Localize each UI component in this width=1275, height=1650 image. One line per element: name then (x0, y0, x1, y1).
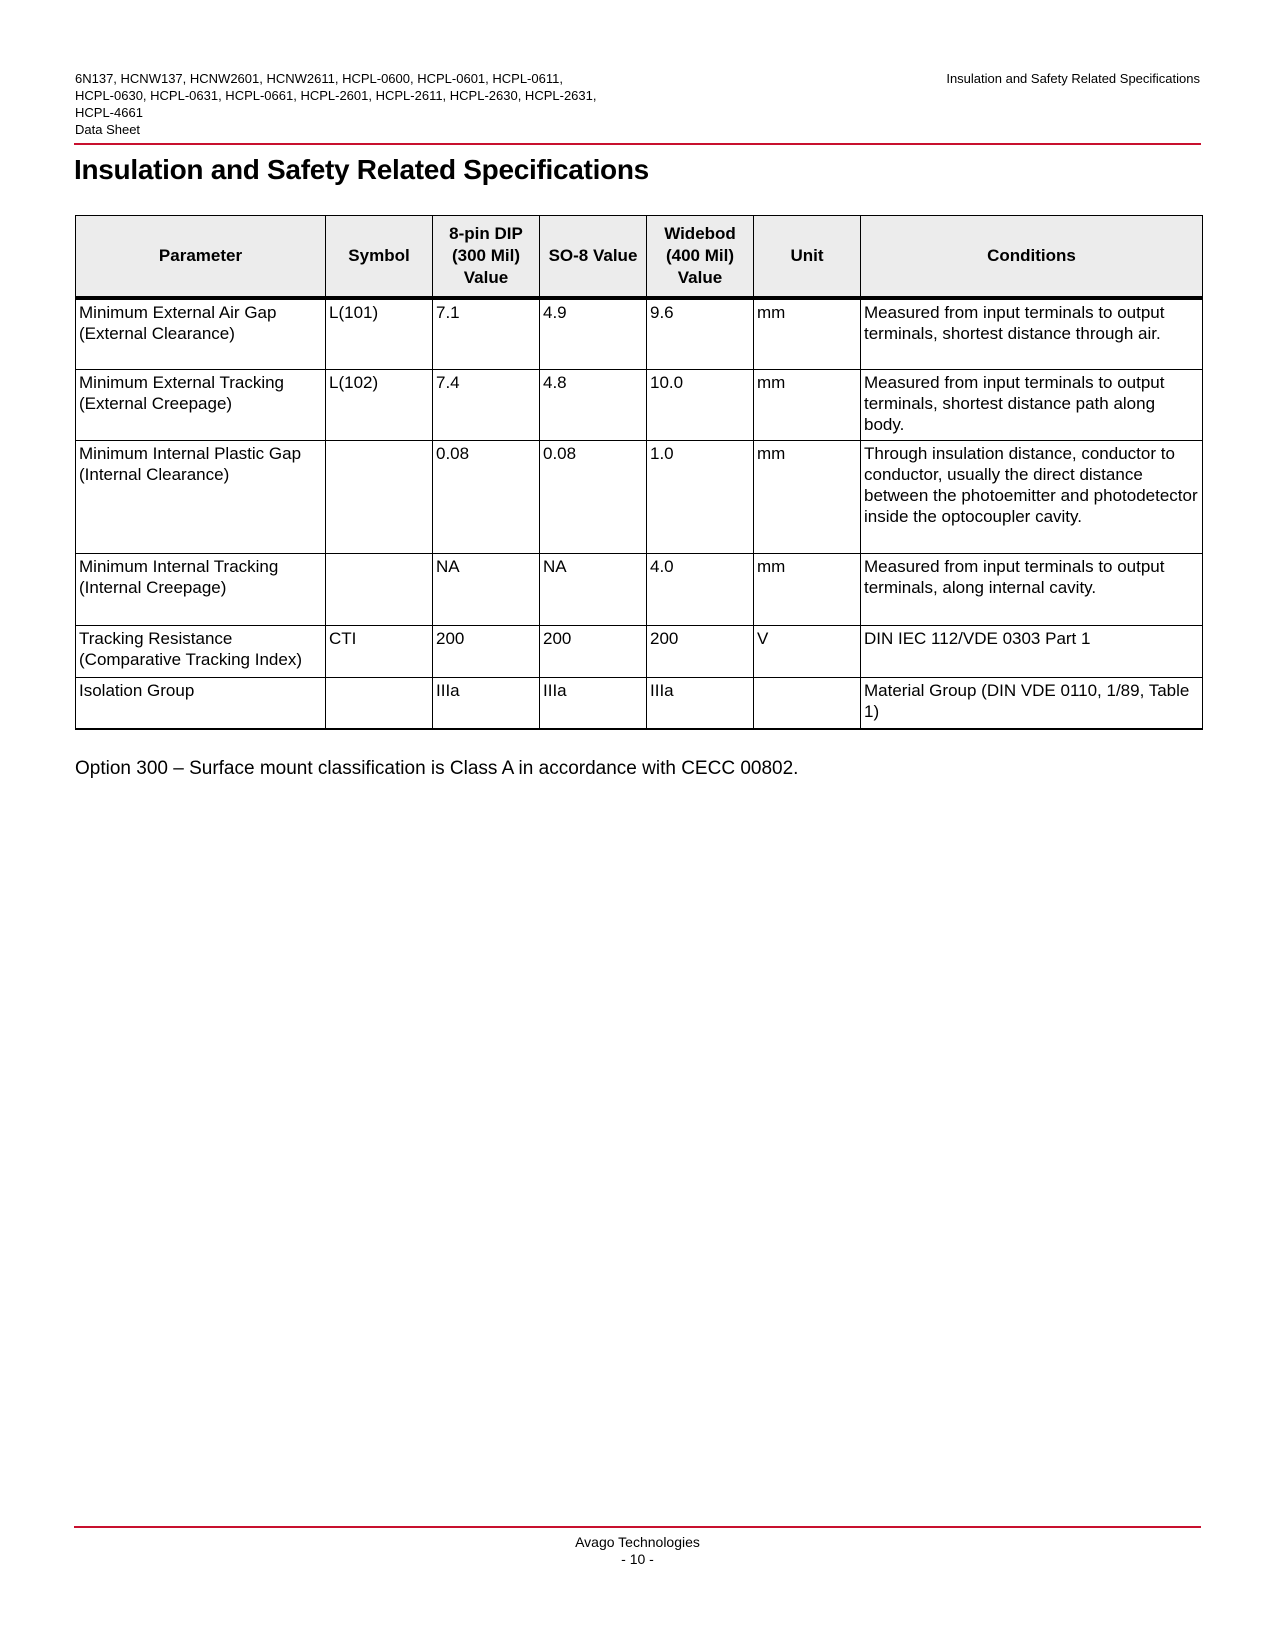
cell-unit (754, 677, 861, 729)
cell-parameter (76, 440, 326, 553)
cell-unit: mm (754, 298, 861, 369)
cell-conditions: Measured from input terminals to output terminals, shortest distance path along body. (861, 369, 1203, 440)
parameter-line: (Internal Creepage) (79, 577, 227, 597)
cell-unit: mm (754, 553, 861, 625)
cell-symbol (326, 440, 433, 553)
cell-so8-value: 4.9 (540, 298, 647, 369)
col-header-parameter: Parameter (76, 216, 326, 299)
parameter-line: (External Clearance) (79, 324, 235, 343)
cell-so8-value: 0.08 (540, 440, 647, 553)
page-footer (0, 1534, 1275, 1568)
cell-so8-value: IIIa (540, 677, 647, 729)
cell-parameter (76, 677, 326, 729)
table-row (76, 298, 1203, 369)
header-divider (74, 143, 1201, 145)
parameter-line: (Internal Clearance) (79, 464, 230, 484)
cell-unit: mm (754, 440, 861, 553)
footer-page-number: - 10 - (621, 1551, 654, 1567)
parameter-line: Minimum External Air Gap (79, 303, 277, 322)
cell-dip-value: 7.4 (433, 369, 540, 440)
cell-dip-value: NA (433, 553, 540, 625)
col-header-symbol: Symbol (326, 216, 433, 299)
parameter-line: (Comparative Tracking Index) (79, 649, 302, 669)
cell-symbol: L(101) (326, 298, 433, 369)
cell-symbol: L(102) (326, 369, 433, 440)
col-header-dip-value (433, 216, 540, 299)
header-doc-type: Data Sheet (75, 122, 141, 137)
cell-symbol: CTI (326, 625, 433, 677)
header-part-line-2: HCPL-0630, HCPL-0631, HCPL-0661, HCPL-2601, HCPL-2611, HCPL-2630, HCPL-2631, (75, 88, 597, 103)
cell-widebody-value: 1.0 (647, 440, 754, 553)
cell-symbol (326, 553, 433, 625)
header-part-numbers (75, 70, 695, 138)
col-header-wide-line: Value (677, 268, 723, 287)
parameter-line: Minimum Internal Tracking (79, 556, 279, 576)
table-row (76, 625, 1203, 677)
insulation-spec-table (75, 215, 1203, 730)
cell-dip-value: 0.08 (433, 440, 540, 553)
option-300-note: Option 300 – Surface mount classification is Class A in accordance with CECC 00802. (75, 758, 799, 779)
parameter-line: Isolation Group (79, 680, 195, 700)
cell-so8-value: NA (540, 553, 647, 625)
cell-parameter (76, 625, 326, 677)
cell-conditions: Measured from input terminals to output terminals, along internal cavity. (861, 553, 1203, 625)
cell-widebody-value: 4.0 (647, 553, 754, 625)
col-header-wide-line: (400 Mil) (665, 246, 735, 265)
cell-so8-value: 4.8 (540, 369, 647, 440)
col-header-dip-line: Value (463, 268, 509, 287)
cell-widebody-value: 10.0 (647, 369, 754, 440)
col-header-unit: Unit (754, 216, 861, 299)
col-header-so8-value: SO-8 Value (540, 216, 647, 299)
col-header-dip-line: 8-pin DIP (449, 224, 523, 243)
col-header-widebody-value (647, 216, 754, 299)
cell-widebody-value: 200 (647, 625, 754, 677)
cell-parameter (76, 298, 326, 369)
parameter-line: Minimum External Tracking (79, 372, 285, 392)
col-header-wide-line: Widebod (664, 224, 736, 243)
table-row (76, 440, 1203, 553)
cell-dip-value: IIIa (433, 677, 540, 729)
cell-widebody-value: 9.6 (647, 298, 754, 369)
footer-divider (74, 1526, 1201, 1528)
parameter-line: (External Creepage) (79, 393, 233, 413)
cell-unit: mm (754, 369, 861, 440)
col-header-dip-line: (300 Mil) (451, 246, 521, 265)
col-header-conditions: Conditions (861, 216, 1203, 299)
cell-conditions: Through insulation distance, conductor to conductor, usually the direct distance between the photoemitter and photodetector inside the optocoupler cavity. (861, 440, 1203, 553)
cell-dip-value: 7.1 (433, 298, 540, 369)
table-header-row (76, 216, 1203, 299)
cell-parameter (76, 369, 326, 440)
header-part-line-1: 6N137, HCNW137, HCNW2601, HCNW2611, HCPL-0600, HCPL-0601, HCPL-0611, (75, 71, 563, 86)
header-part-line-3: HCPL-4661 (75, 105, 143, 120)
cell-so8-value: 200 (540, 625, 647, 677)
cell-conditions: Measured from input terminals to output terminals, shortest distance through air. (861, 298, 1203, 369)
cell-dip-value: 200 (433, 625, 540, 677)
cell-parameter (76, 553, 326, 625)
cell-unit: V (754, 625, 861, 677)
cell-widebody-value: IIIa (647, 677, 754, 729)
table-row (76, 553, 1203, 625)
cell-conditions: DIN IEC 112/VDE 0303 Part 1 (861, 625, 1203, 677)
parameter-line: Tracking Resistance (79, 628, 233, 648)
footer-company: Avago Technologies (575, 1534, 700, 1550)
parameter-line: Minimum Internal Plastic Gap (79, 443, 302, 463)
table-row (76, 677, 1203, 729)
cell-conditions: Material Group (DIN VDE 0110, 1/89, Table 1) (861, 677, 1203, 729)
header-section-name: Insulation and Safety Related Specifications (946, 71, 1200, 86)
table-row (76, 369, 1203, 440)
cell-symbol (326, 677, 433, 729)
page-title: Insulation and Safety Related Specifications (74, 154, 649, 185)
